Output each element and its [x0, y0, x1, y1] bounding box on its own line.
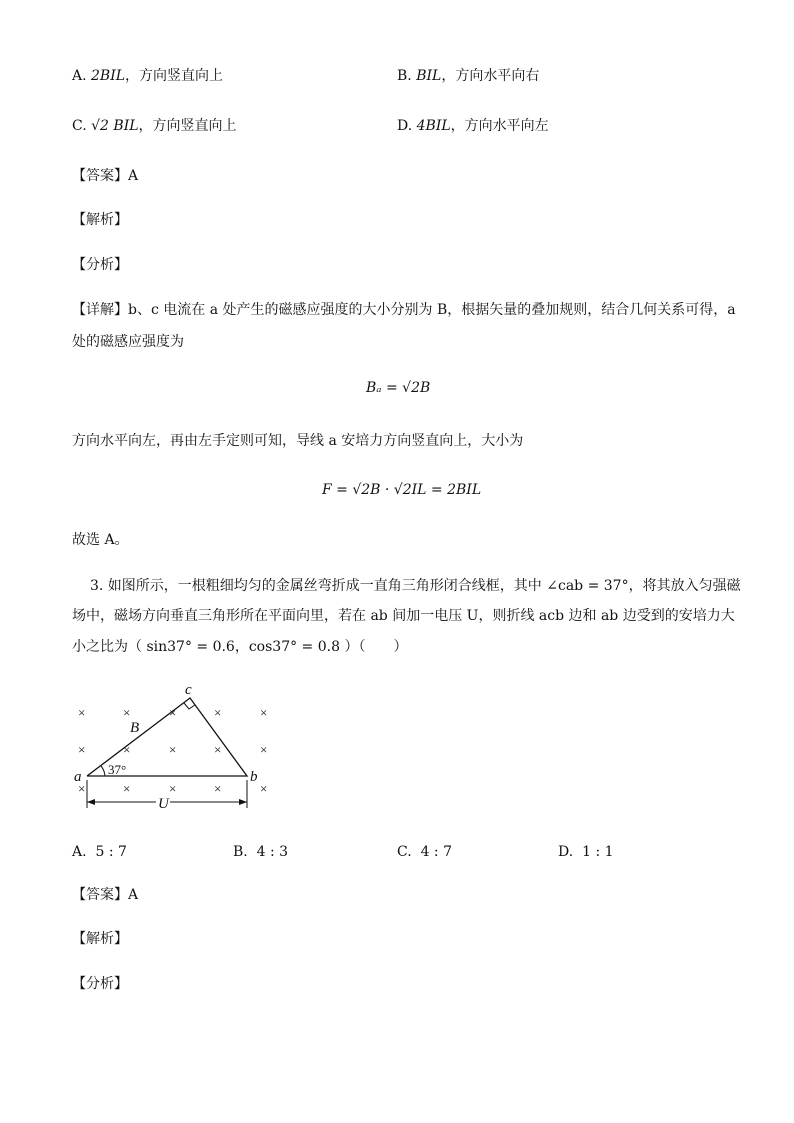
q3-option-a [72, 842, 127, 862]
field-cross: × [214, 742, 222, 757]
answer-value: A [128, 168, 139, 184]
detail-label: 【详解】 [72, 302, 128, 318]
vertex-b-label: b [250, 769, 258, 785]
option-value: 4BIL [416, 118, 451, 134]
vertex-c-label: c [185, 682, 192, 698]
option-letter: A. [72, 844, 87, 860]
q3-option-b [233, 842, 288, 862]
right-angle-mark [184, 703, 195, 709]
field-cross: × [123, 742, 131, 757]
vertex-a-label: a [74, 769, 82, 785]
fenxi-label: 【分析】 [72, 257, 128, 273]
answer-value: A [128, 887, 139, 903]
option-direction: ，方向竖直向上 [138, 118, 237, 134]
field-cross: × [260, 705, 268, 720]
q3-option-c [397, 842, 452, 862]
option-letter: B. [397, 68, 412, 84]
field-cross: × [78, 705, 86, 720]
detail-line-3: 方向水平向左，再由左手定则可知，导线 a 安培力方向竖直向上，大小为 [72, 433, 524, 449]
field-b-label: B [130, 720, 140, 736]
field-cross: × [260, 742, 268, 757]
option-direction: ，方向竖直向上 [125, 68, 224, 84]
detail-line-2: 处的磁感应强度为 [72, 334, 184, 350]
option-a [72, 66, 223, 86]
field-cross: × [169, 781, 177, 796]
field-cross: × [169, 705, 177, 720]
magnetic-field-crosses [78, 705, 267, 796]
option-direction: ，方向水平向右 [441, 68, 540, 84]
option-direction: ，方向水平向左 [450, 118, 549, 134]
question-line-3: 小之比为（ sin37° = 0.6，cos37° = 0.8 ）（ ） [72, 639, 408, 655]
field-cross: × [214, 781, 222, 796]
option-letter: C. [397, 844, 412, 860]
option-d [397, 116, 549, 136]
arrowhead-left [87, 799, 95, 805]
field-cross: × [214, 705, 222, 720]
equation-force: F = √2B · √2IL = 2BIL [322, 482, 482, 498]
detail-line-1 [72, 300, 736, 320]
arrowhead-right [239, 799, 247, 805]
field-cross: × [123, 781, 131, 796]
triangle-figure [70, 680, 280, 815]
angle-arc [101, 766, 105, 776]
answer-label: 【答案】 [72, 887, 128, 903]
option-letter: A. [72, 68, 87, 84]
option-value: 5 : 7 [95, 844, 127, 860]
detail-text: b、c 电流在 a 处产生的磁感应强度的大小分别为 B，根据矢量的叠加规则，结合几何关系可得，a [128, 302, 736, 318]
option-value: 1 : 1 [582, 844, 614, 860]
voltage-u-label: U [158, 796, 169, 812]
option-c [72, 116, 237, 136]
field-cross: × [78, 742, 86, 757]
equation-ba: Bₐ = √2B [366, 380, 431, 396]
angle-label: 37° [108, 762, 127, 777]
option-letter: B. [233, 844, 248, 860]
option-value: 4 : 7 [420, 844, 453, 860]
field-cross: × [169, 742, 177, 757]
field-cross: × [123, 705, 131, 720]
option-letter: D. [558, 844, 574, 860]
question-line-2: 场中，磁场方向垂直三角形所在平面向里，若在 ab 间加一电压 U，则折线 acb 边和 ab 边受到的安培力大 [72, 608, 735, 624]
answer-line [72, 166, 138, 186]
answer-label: 【答案】 [72, 168, 128, 184]
q3-option-d [558, 842, 614, 862]
option-letter: C. [72, 118, 87, 134]
option-value: 4 : 3 [256, 844, 289, 860]
q3-analysis-label: 【解析】 [72, 931, 128, 947]
field-cross: × [260, 781, 268, 796]
option-b [397, 66, 539, 86]
option-letter: D. [397, 118, 413, 134]
option-value: 2BIL [91, 68, 126, 84]
triangle-diagram [70, 680, 280, 815]
q3-fenxi-label: 【分析】 [72, 976, 128, 992]
field-cross: × [78, 781, 86, 796]
analysis-label: 【解析】 [72, 212, 128, 228]
question-line-1: 3. 如图所示，一根粗细均匀的金属丝弯折成一直角三角形闭合线框，其中 ∠cab = 37°，将其放入匀强磁 [90, 578, 741, 594]
q3-answer-line [72, 885, 138, 905]
option-value: BIL [416, 68, 442, 84]
option-value: √2 BIL [91, 118, 139, 134]
conclusion: 故选 A。 [72, 532, 129, 548]
